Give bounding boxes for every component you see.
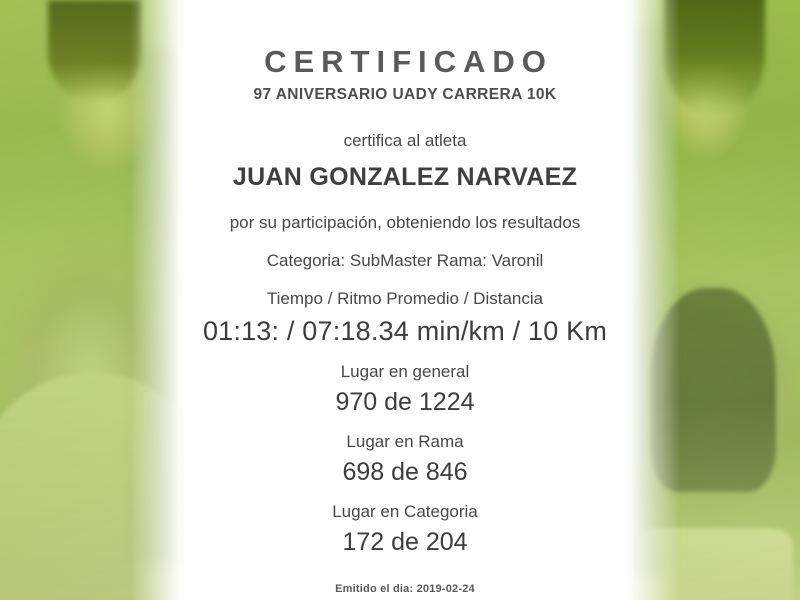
certificate-content bbox=[185, 0, 625, 600]
rama-place-label: Lugar en Rama bbox=[346, 432, 464, 451]
runner-photo-right-fade bbox=[625, 0, 680, 600]
certificate-title: CERTIFICADO bbox=[264, 44, 553, 79]
runner-photo-left-fade bbox=[130, 0, 185, 600]
general-place-label: Lugar en general bbox=[340, 362, 470, 381]
category-line: Categoria: SubMaster Rama: Varonil bbox=[266, 251, 544, 270]
certifies-label: certifica al atleta bbox=[343, 131, 467, 150]
general-place-value: 970 de 1224 bbox=[335, 388, 475, 416]
issued-date: Emitido el dia: 2019-02-24 bbox=[335, 583, 475, 595]
metrics-value: 01:13: / 07:18.34 min/km / 10 Km bbox=[202, 316, 608, 346]
athlete-name: JUAN GONZALEZ NARVAEZ bbox=[232, 163, 578, 191]
runner-photo-right bbox=[625, 0, 800, 600]
metrics-label: Tiempo / Ritmo Promedio / Distancia bbox=[266, 289, 544, 308]
runner-photo-left bbox=[0, 0, 185, 600]
rama-place-value: 698 de 846 bbox=[342, 458, 468, 486]
event-name: 97 ANIVERSARIO UADY CARRERA 10K bbox=[253, 86, 557, 103]
participation-line: por su participación, obteniendo los resultados bbox=[229, 213, 581, 232]
category-place-label: Lugar en Categoria bbox=[332, 502, 478, 521]
category-place-value: 172 de 204 bbox=[342, 528, 468, 556]
